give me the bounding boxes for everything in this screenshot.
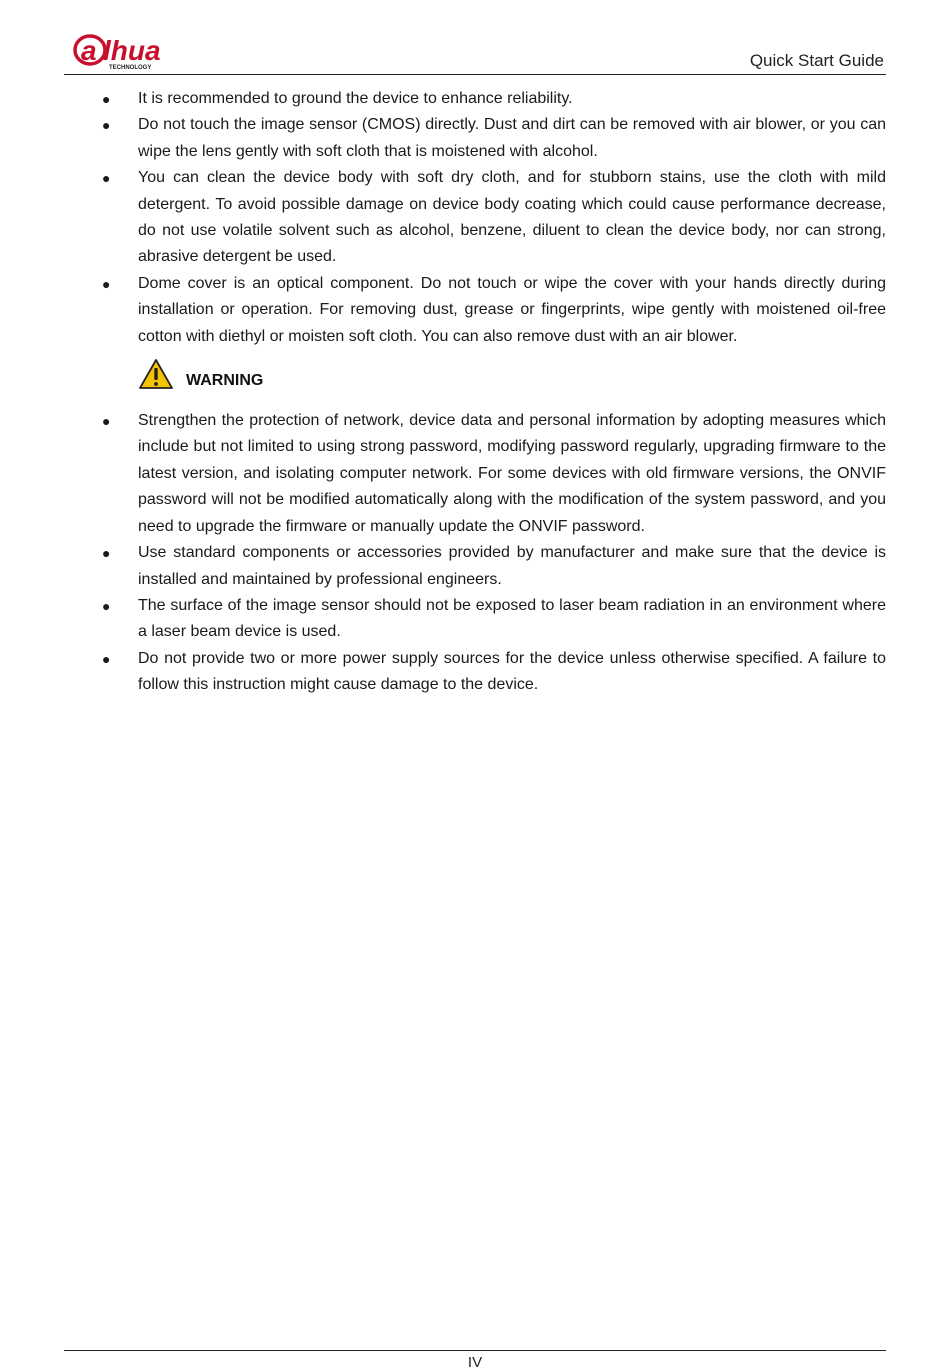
document-title: Quick Start Guide bbox=[749, 51, 884, 70]
svg-text:lhua: lhua bbox=[103, 35, 161, 66]
bullet-icon: ● bbox=[102, 597, 111, 614]
bullet-icon: ● bbox=[102, 413, 111, 430]
bullet-icon: ● bbox=[102, 117, 111, 134]
list-item bbox=[98, 646, 886, 699]
list-item bbox=[98, 408, 886, 540]
page-header bbox=[64, 28, 886, 75]
list-item bbox=[98, 112, 886, 165]
bullet-icon: ● bbox=[102, 650, 111, 667]
svg-text:a: a bbox=[81, 35, 97, 66]
list-item bbox=[98, 86, 886, 112]
list-item-text: The surface of the image sensor should not be exposed to laser beam radiation in an environment where a laser beam device is used. bbox=[138, 596, 886, 641]
list-item-text: It is recommended to ground the device to enhance reliability. bbox=[138, 90, 573, 107]
list-item bbox=[98, 540, 886, 593]
list-item-text: You can clean the device body with soft dry cloth, and for stubborn stains, use the cloth with mild detergent. To avoid possible damage on device body coating which could cause performance decrease, do not use volatile solvent such as alcohol, benzene, diluent to clean the device body, nor can strong, abrasive detergent be used. bbox=[138, 169, 886, 266]
page-number: IV bbox=[467, 1354, 483, 1371]
bullet-icon: ● bbox=[102, 275, 111, 292]
list-item-text: Do not touch the image sensor (CMOS) directly. Dust and dirt can be removed with air blower, or you can wipe the lens gently with soft cloth that is moistened with alcohol. bbox=[138, 116, 886, 160]
warning-triangle-icon bbox=[138, 358, 174, 390]
warning-heading bbox=[138, 350, 886, 408]
list-item-text: Use standard components or accessories provided by manufacturer and make sure that the device is installed and maintained by professional engineers. bbox=[138, 544, 886, 588]
bullet-icon: ● bbox=[102, 545, 111, 562]
list-item bbox=[98, 593, 886, 646]
bullet-icon: ● bbox=[102, 170, 111, 187]
warning-label: WARNING bbox=[186, 372, 264, 390]
maintenance-list bbox=[98, 86, 886, 350]
svg-text:TECHNOLOGY: TECHNOLOGY bbox=[109, 65, 152, 71]
list-item bbox=[98, 271, 886, 350]
list-item-text: Do not provide two or more power supply sources for the device unless otherwise specified. A failure to follow this instruction might cause damage to the device. bbox=[138, 649, 886, 694]
footer-divider bbox=[64, 1350, 886, 1351]
dahua-logo bbox=[72, 30, 192, 72]
list-item-text: Strengthen the protection of network, device data and personal information by adopting measures which include but not limited to using strong password, modifying password regularly, upgrading firmware to the latest version, and isolating computer network. For some devices with old firmware versions, the ONVIF password will not be modified automatically along with the modification of the system password, and you need to upgrade the firmware or manually update the ONVIF password. bbox=[138, 412, 886, 535]
list-item-text: Dome cover is an optical component. Do not touch or wipe the cover with your hands directly during installation or operation. For removing dust, grease or fingerprints, wipe gently with moistened oil-free cotton with diethyl or moisten soft cloth. You can also remove dust with an air blower. bbox=[138, 274, 886, 345]
page-content bbox=[98, 86, 886, 699]
bullet-icon: ● bbox=[102, 91, 111, 107]
warning-list bbox=[98, 408, 886, 698]
list-item bbox=[98, 165, 886, 271]
